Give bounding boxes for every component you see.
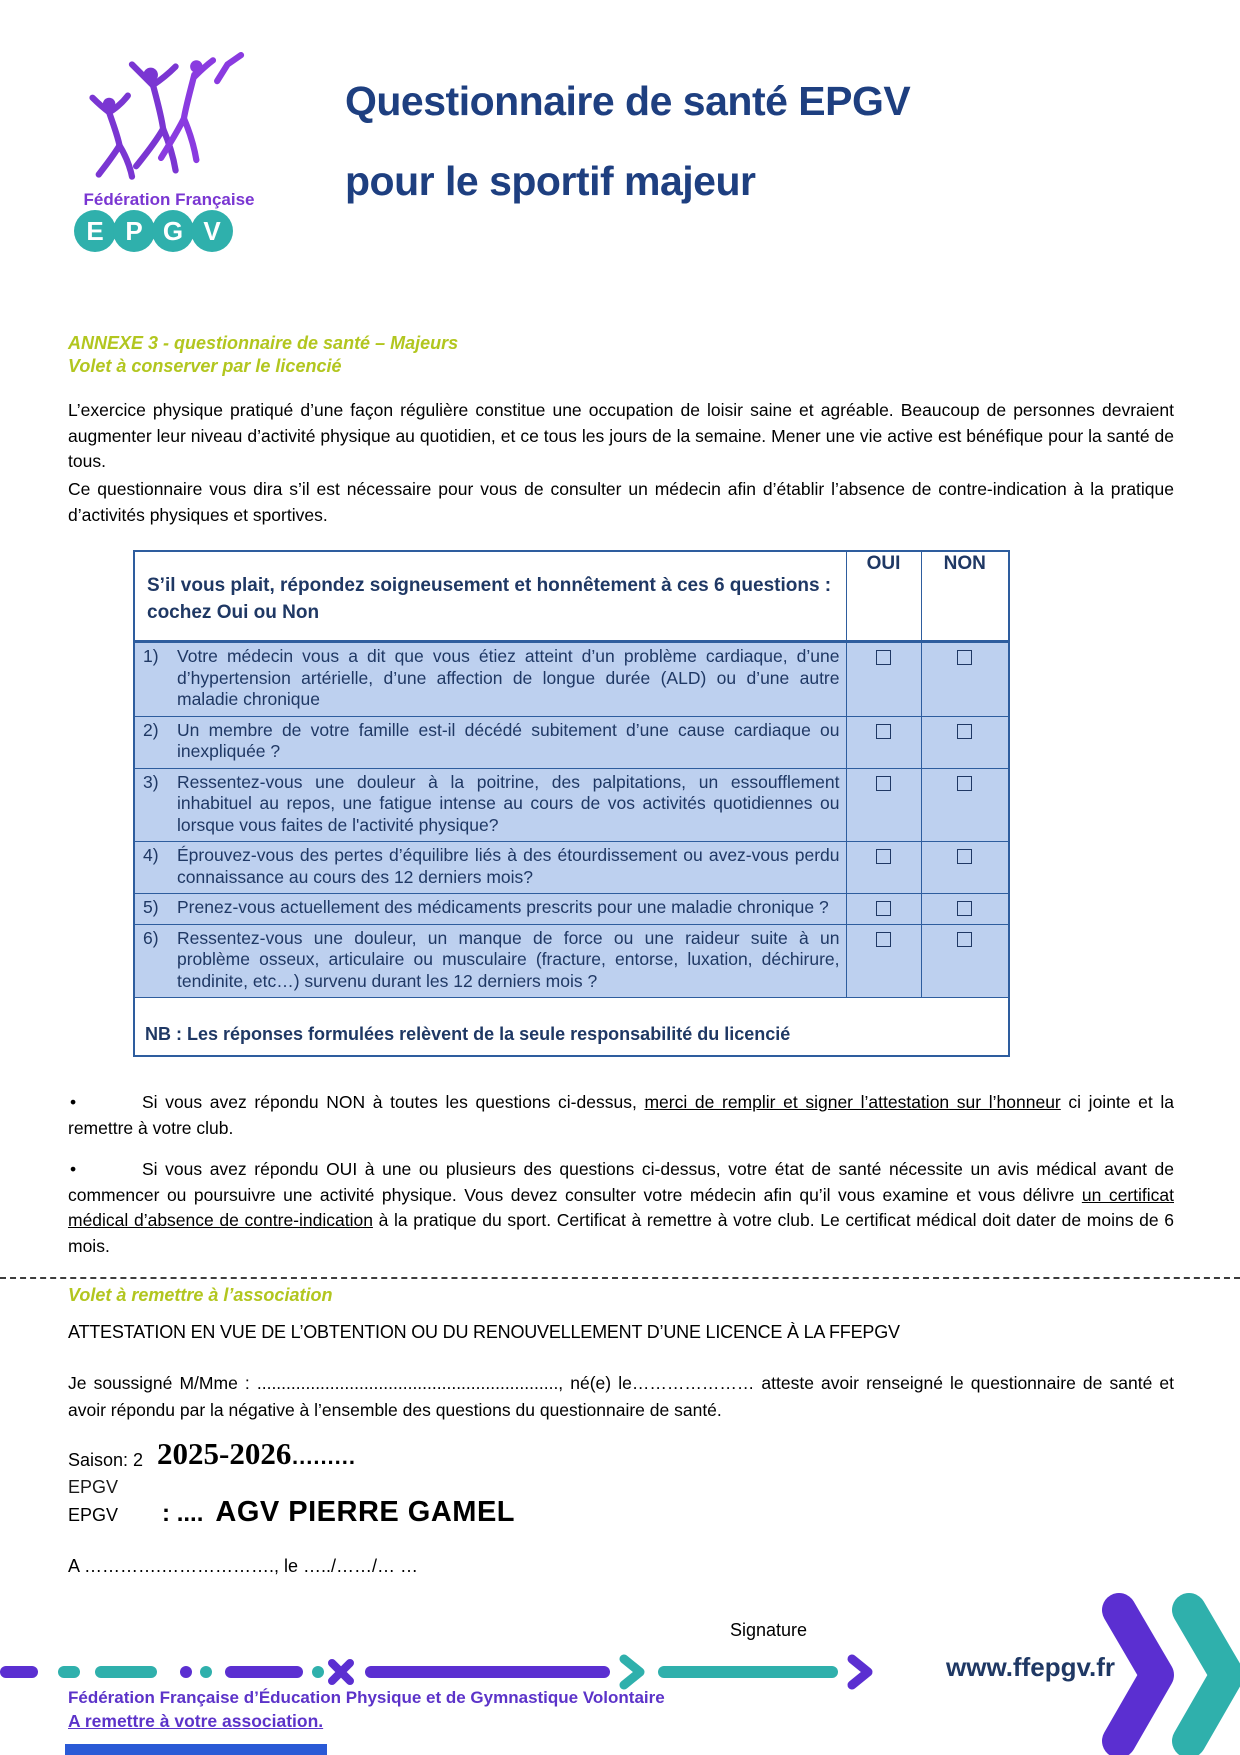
bullet-non-instructions: • Si vous avez répondu NON à toutes les questions ci-dessus, merci de remplir et signer l’attestation sur l’honneur ci jointe et la remettre à votre club. [68,1092,1175,1138]
x-mark-icon [332,1663,350,1681]
checkbox-oui-q3[interactable] [876,776,891,791]
checkbox-oui-q5[interactable] [876,901,891,916]
checkbox-non-q2[interactable] [957,724,972,739]
saison-dots: ......... [292,1444,357,1469]
signature-label: Signature [730,1620,808,1640]
underlined-attestation-text: merci de remplir et signer l’attestation sur l’honneur [644,1092,1061,1112]
club-name-field[interactable]: AGV PIERRE GAMEL [215,1496,516,1528]
checkbox-oui-q6[interactable] [876,932,891,947]
bullet-marker: • [70,1092,77,1112]
bottom-blue-bar [65,1744,327,1755]
bullet-oui-instructions: • Si vous avez répondu OUI à une ou plusieurs des questions ci-dessus, votre état de santé nécessite un avis médical avant de commencer ou poursuivre une activité physique. Vous devez consulter votre médecin afin qu’il vous examine et vous délivre un certificat médical d’absence de contre-indication à la pratique du sport. Certificat à remettre à votre club. Le certificat médical doit dater de moins de 6 mois. [68,1159,1174,1256]
question-2-text: Un membre de votre famille est-il décédé subitement d’une cause cardiaque ou inexpliquée ? [177,719,840,761]
chevron-right-icon [852,1659,868,1685]
attestation-body: Je soussigné M/Mme : .............................................................., né(e) le………………… atteste avoir renseigné le questionnaire de santé et avoir répondu par la négative à l’ensemble des questions du questionnaire de santé. [68,1373,1174,1420]
epgv-separator: : .... [162,1500,204,1527]
chevron-right-icon [624,1659,640,1685]
health-questionnaire-table [133,550,1010,1057]
checkbox-oui-q1[interactable] [876,650,891,665]
table-row: 6) Ressentez-vous une douleur, un manque de force ou une raideur suite à un problème osseux, articulaire ou musculaire (fracture, entorse, luxation, déchirure, tendinite, etc…) survenu durant les 12 derniers mois ? [134,924,1009,998]
logo-letter-g: G [152,210,194,252]
table-row-nb [134,998,1009,1057]
footer-remit-note: A remettre à votre association. [68,1711,324,1731]
nb-note: NB : Les réponses formulées relèvent de la seule responsabilité du licencié [134,998,1009,1057]
table-header-instructions: S’il vous plait, répondez soigneusement et honnêtement à ces 6 questions : cochez Oui ou Non [134,551,846,642]
question-3-text: Ressentez-vous une douleur à la poitrine, des palpitations, un essoufflement inhabituel au repos, une fatigue intense au cours de vos activités quotidiennes ou lorsque vous faites de l'activité physique? [177,771,840,835]
saison-label: Saison: 2 [68,1450,144,1470]
cut-line-divider [0,1277,1240,1279]
clipped-epgv-text: EPGV [68,1477,119,1497]
annexe-line1: ANNEXE 3 - questionnaire de santé – Majeurs [68,333,459,353]
place-date-line: A ………….………………., le …../……/… … [68,1556,419,1576]
intro-paragraph-2: Ce questionnaire vous dira s’il est nécessaire pour vous de consulter un médecin afin d’établir l’absence de contre-indication à la pratique d’activités physiques et sportives. [68,479,1174,525]
website-link[interactable]: www.ffepgv.fr [946,1652,1115,1682]
logo-letter-v: V [191,210,233,252]
logo-org-name: Fédération Française [83,190,255,209]
saison-value-field[interactable]: 2025-2026 [157,1436,292,1471]
epgv-club-line [68,1496,515,1529]
annexe-heading [68,332,458,378]
question-1-text: Votre médecin vous a dit que vous étiez atteint d’un problème cardiaque, d’une d’hypertension artérielle, d’une affection de longue durée (ALD) ou d’une autre maladie chronique [177,646,840,709]
checkbox-non-q1[interactable] [957,650,972,665]
epgv-label: EPGV [68,1505,119,1525]
volet2-heading: Volet à remettre à l’association [68,1285,333,1305]
checkbox-oui-q4[interactable] [876,849,891,864]
question-6-text: Ressentez-vous une douleur, un manque de force ou une raideur suite à un problème osseux, articulaire ou musculaire (fracture, entorse, luxation, déchirure, tendinite, etc…) survenu durant les 12 derniers mois ? [177,927,840,991]
annexe-line2: Volet à conserver par le licencié [68,356,342,376]
logo-acronym [74,210,230,252]
column-header-oui: OUI [846,551,921,642]
question-5-text: Prenez-vous actuellement des médicaments prescrits pour une maladie chronique ? [177,897,829,917]
logo-letter-p: P [113,210,155,252]
table-row: 2) Un membre de votre famille est-il décédé subitement d’une cause cardiaque ou inexpliquée ? [134,716,1009,768]
checkbox-non-q6[interactable] [957,932,972,947]
intro-paragraph-1: L’exercice physique pratiqué d’une façon régulière constitue une occupation de loisir saine et agréable. Beaucoup de personnes devraient augmenter leur niveau d’activité physique au quotidien, et ce tous les jours de la semaine. Mener une vie active est bénéfique pour la santé de tous. [68,400,1174,471]
checkbox-non-q5[interactable] [957,901,972,916]
logo-letter-e: E [74,210,116,252]
checkbox-non-q4[interactable] [957,849,972,864]
question-4-text: Éprouvez-vous des pertes d’équilibre liés à des étourdissement ou avez-vous perdu connaissance au cours des 12 derniers mois? [177,845,840,887]
table-row: 3) Ressentez-vous une douleur à la poitrine, des palpitations, un essoufflement inhabituel au repos, une fatigue intense au cours de vos activités quotidiennes ou lorsque vous faites de l'activité physique? [134,768,1009,842]
double-chevron-icon [1105,1598,1240,1753]
table-row: 5) Prenez-vous actuellement des médicaments prescrits pour une maladie chronique ? [134,894,1009,925]
checkbox-oui-q2[interactable] [876,724,891,739]
column-header-non: NON [921,551,1009,642]
table-row: 1) Votre médecin vous a dit que vous étiez atteint d’un problème cardiaque, d’une d’hypertension artérielle, d’une affection de longue durée (ALD) ou d’une autre maladie chronique [134,642,1009,717]
attestation-title: ATTESTATION EN VUE DE L’OBTENTION OU DU RENOUVELLEMENT D’UNE LICENCE À LA FFEPGV [68,1322,900,1342]
footer-org-name: Fédération Française d’Éducation Physique et de Gymnastique Volontaire [68,1688,665,1707]
page-title-line1: Questionnaire de santé EPGV [345,78,911,124]
checkbox-non-q3[interactable] [957,776,972,791]
table-row: 4) Éprouvez-vous des pertes d’équilibre liés à des étourdissement ou avez-vous perdu connaissance au cours des 12 derniers mois? [134,842,1009,894]
page-title-line2: pour le sportif majeur [345,158,756,204]
underlined-certificat-text: un certificat médical d’absence de contre-indication [68,1184,1174,1230]
dancing-figures-icon [72,52,247,187]
epgv-logo [72,52,262,246]
bullet-marker: • [70,1159,77,1179]
